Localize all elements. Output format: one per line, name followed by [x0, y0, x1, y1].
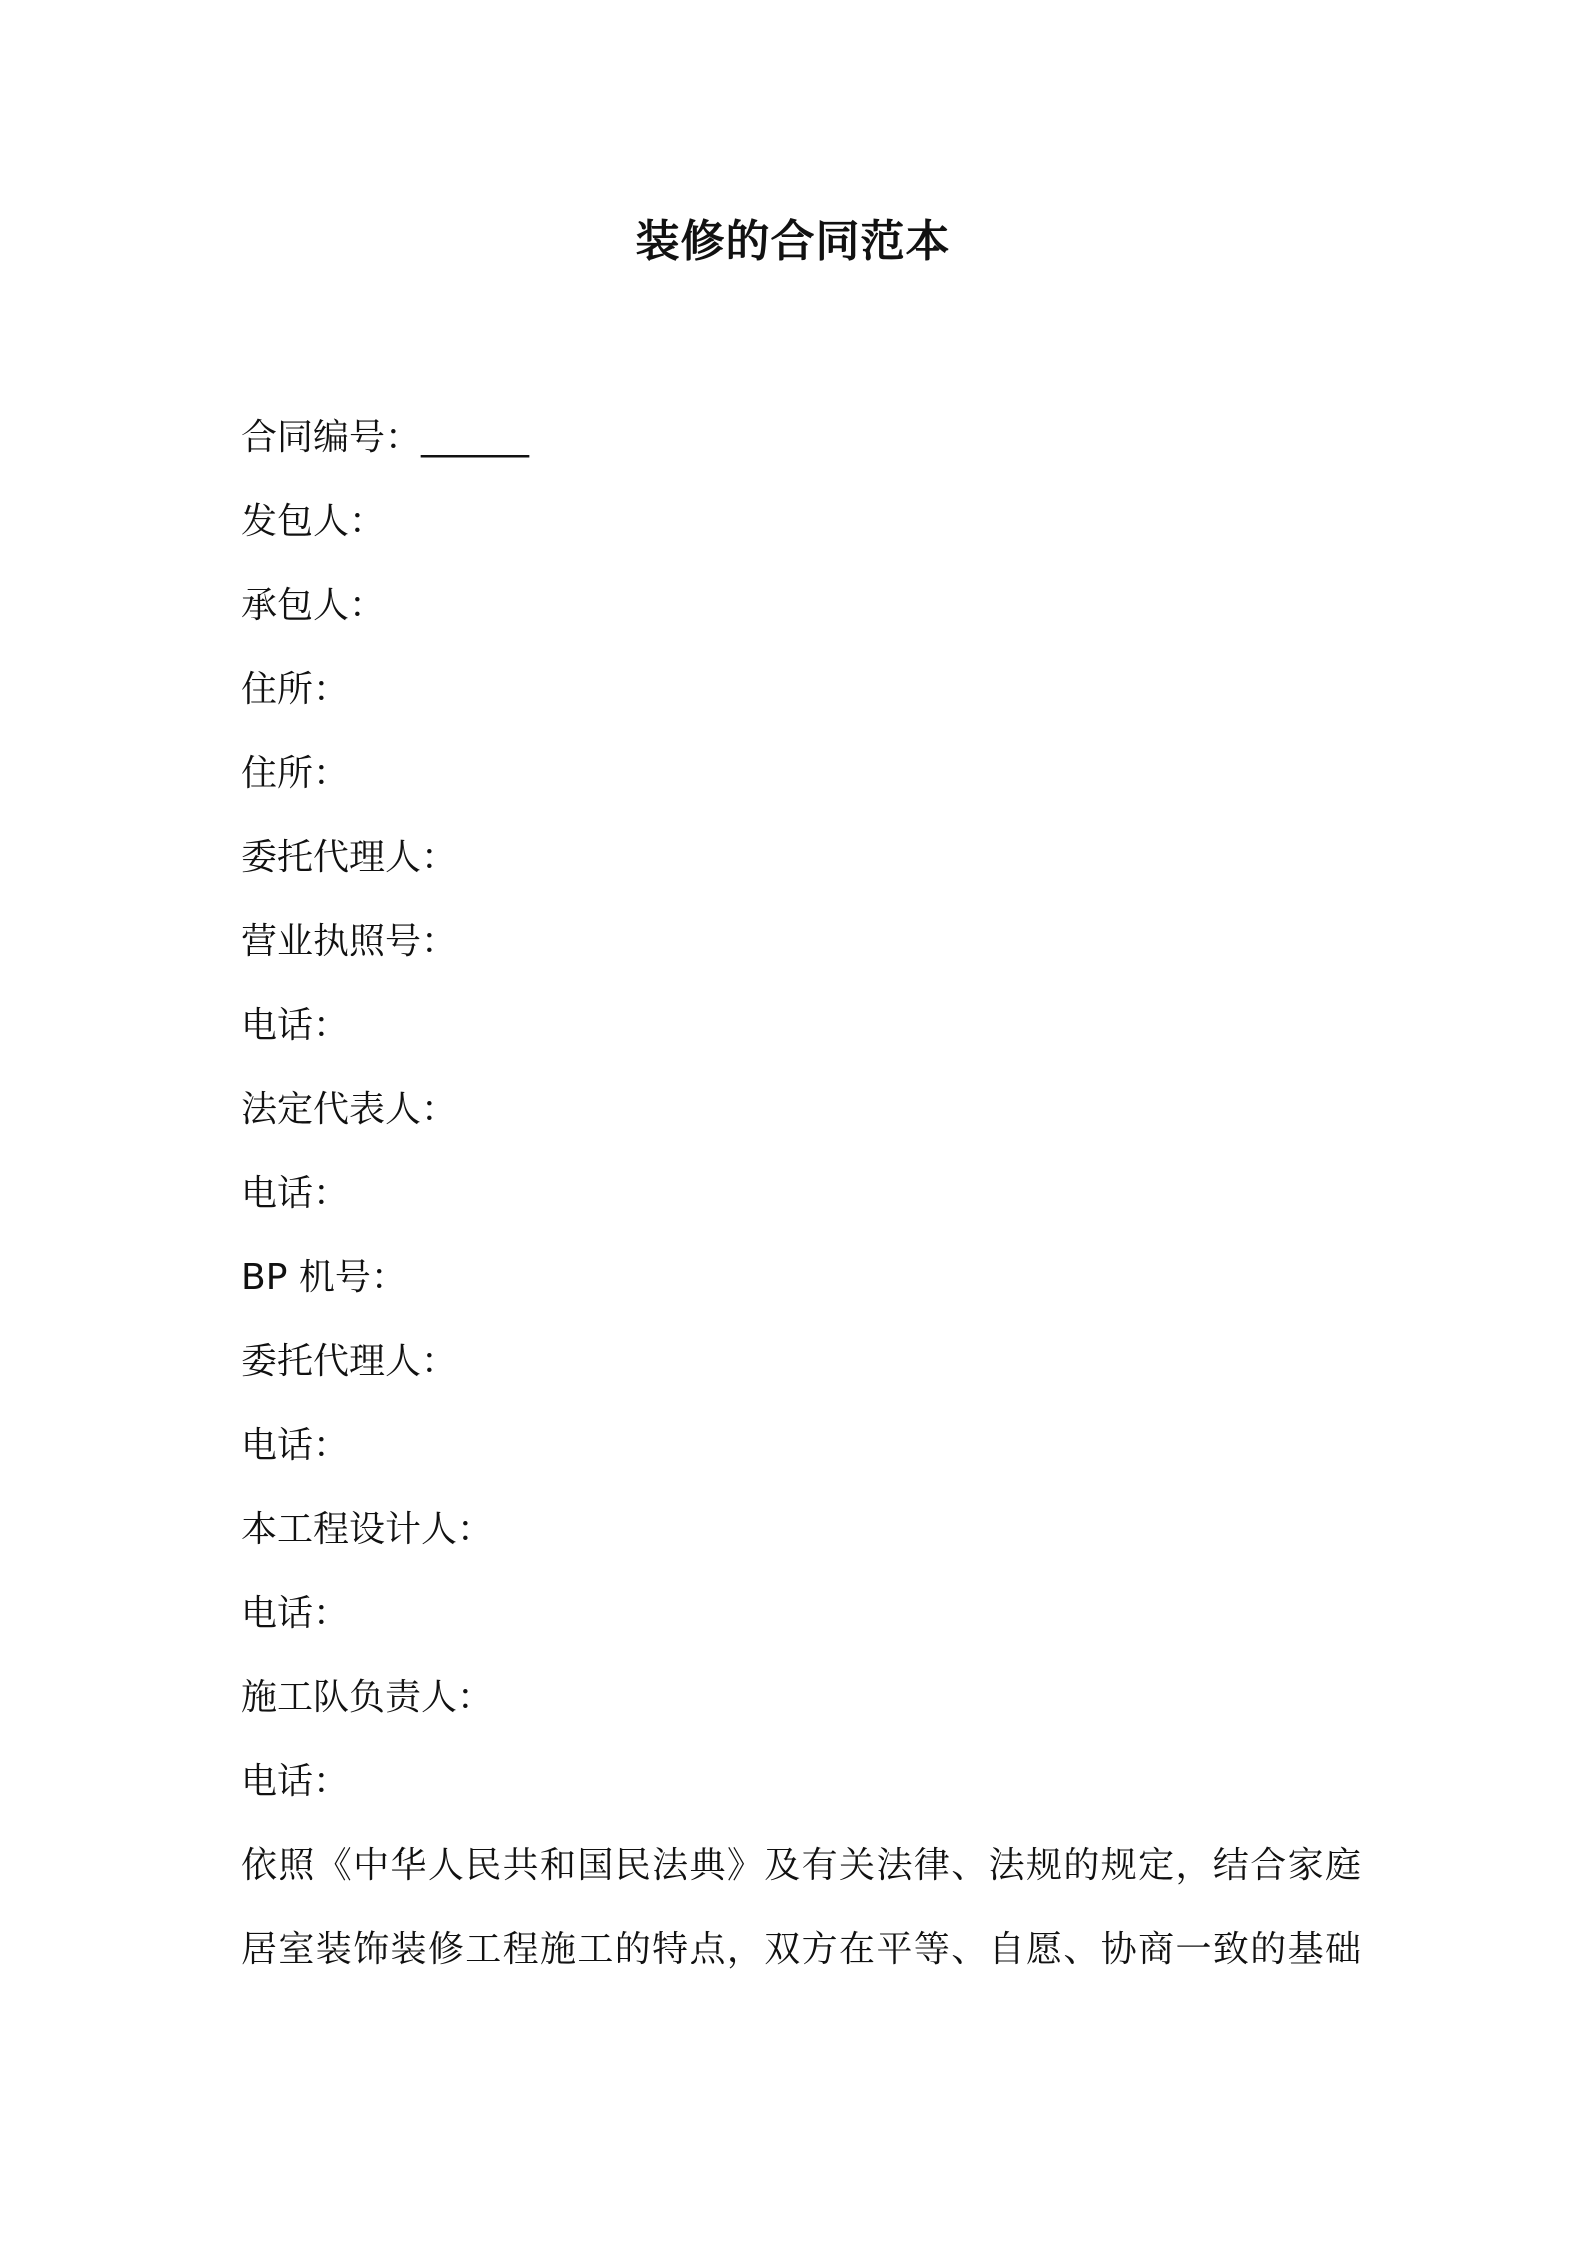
field-legal-representative: 法定代表人：: [241, 1089, 458, 1130]
field-authorized-agent-1: 委托代理人：: [241, 837, 458, 878]
field-phone-4: 电话：: [241, 1593, 350, 1634]
field-authorized-agent-2: 委托代理人：: [241, 1341, 458, 1382]
field-phone-3: 电话：: [241, 1425, 350, 1466]
field-address-1: 住所：: [241, 669, 350, 710]
field-business-license: 营业执照号：: [241, 921, 458, 962]
field-employer: 发包人：: [241, 501, 386, 542]
preamble-line-1: 依照《中华人民共和国民法典》及有关法律、法规的规定，结合家庭: [241, 1845, 1361, 1886]
field-phone-1: 电话：: [241, 1005, 350, 1046]
field-bp-number: BP 机号：: [241, 1257, 407, 1298]
field-address-2: 住所：: [241, 753, 350, 794]
field-construction-team-lead: 施工队负责人：: [241, 1677, 494, 1718]
document-title: 装修的合同范本: [635, 216, 951, 267]
field-contract-number: 合同编号：______: [241, 417, 530, 458]
contract-preamble: [241, 1836, 1361, 2004]
preamble-line-2: 居室装饰装修工程施工的特点，双方在平等、自愿、协商一致的基础: [241, 1929, 1361, 1970]
field-contractor: 承包人：: [241, 585, 386, 626]
field-phone-5: 电话：: [241, 1761, 350, 1802]
field-project-designer: 本工程设计人：: [241, 1509, 494, 1550]
field-phone-2: 电话：: [241, 1173, 350, 1214]
contract-fields: [241, 408, 1381, 1836]
